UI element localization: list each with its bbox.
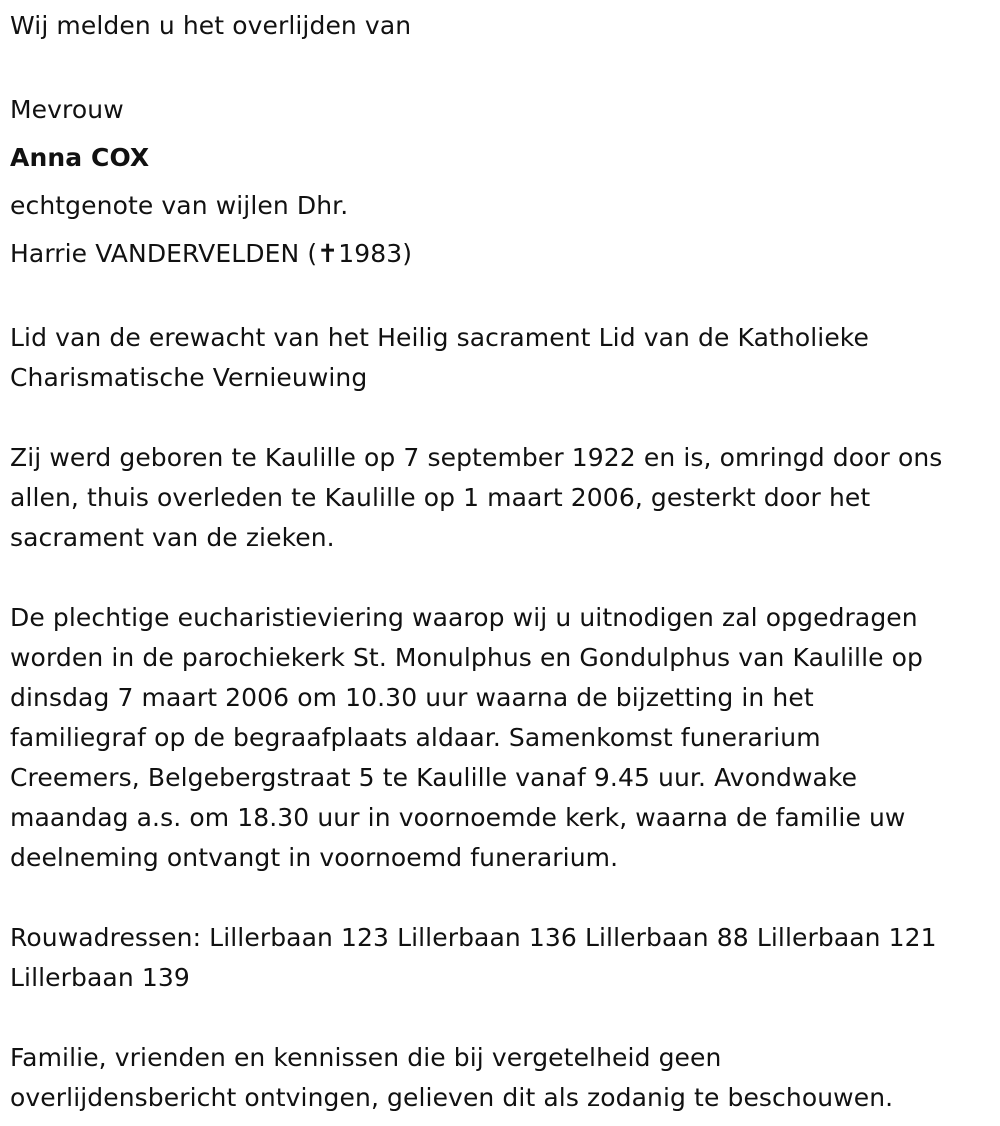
paragraph-line: Lid van de erewacht van het Heilig sacrament Lid van de Katholieke: [10, 323, 869, 352]
paragraph-line: maandag a.s. om 18.30 uur in voornoemde kerk, waarna de familie uw: [10, 803, 906, 832]
spacer: [10, 878, 990, 918]
paragraph-line: De plechtige eucharistieviering waarop wij u uitnodigen zal opgedragen: [10, 603, 918, 632]
addresses-paragraph: [10, 918, 990, 998]
relation-text: echtgenote van wijlen Dhr.: [10, 191, 349, 220]
paragraph-line: dinsdag 7 maart 2006 om 10.30 uur waarna de bijzetting in het: [10, 683, 814, 712]
deceased-block: [10, 86, 990, 278]
membership-paragraph: [10, 318, 990, 398]
intro-text: Wij melden u het overlijden van: [10, 11, 412, 40]
paragraph-line: Lillerbaan 139: [10, 963, 190, 992]
salutation: Mevrouw: [10, 95, 124, 124]
spacer: [10, 998, 990, 1038]
paragraph-line: deelneming ontvangt in voornoemd funerarium.: [10, 843, 619, 872]
closing-paragraph: [10, 1038, 990, 1118]
paragraph-line: Familie, vrienden en kennissen die bij vergetelheid geen: [10, 1043, 722, 1072]
spacer: [10, 558, 990, 598]
spacer: [10, 398, 990, 438]
paragraph-line: Rouwadressen: Lillerbaan 123 Lillerbaan 136 Lillerbaan 88 Lillerbaan 121: [10, 923, 937, 952]
paragraph-line: allen, thuis overleden te Kaulille op 1 maart 2006, gesterkt door het: [10, 483, 871, 512]
paragraph-line: Zij werd geboren te Kaulille op 7 september 1922 en is, omringd door ons: [10, 443, 943, 472]
paragraph-line: familiegraf op de begraafplaats aldaar. Samenkomst funerarium: [10, 723, 821, 752]
paragraph-line: worden in de parochiekerk St. Monulphus en Gondulphus van Kaulille op: [10, 643, 924, 672]
deceased-name: Anna COX: [10, 143, 150, 172]
spacer: [10, 278, 990, 318]
paragraph-line: Charismatische Vernieuwing: [10, 363, 368, 392]
birth-death-paragraph: [10, 438, 990, 558]
spacer: [10, 46, 990, 86]
ceremony-paragraph: [10, 598, 990, 878]
intro-paragraph: [10, 0, 990, 46]
paragraph-line: Creemers, Belgebergstraat 5 te Kaulille vanaf 9.45 uur. Avondwake: [10, 763, 858, 792]
paragraph-line: sacrament van de zieken.: [10, 523, 335, 552]
paragraph-line: overlijdensbericht ontvingen, gelieven dit als zodanig te beschouwen.: [10, 1083, 894, 1112]
spouse-name: Harrie VANDERVELDEN (✝1983): [10, 239, 413, 268]
